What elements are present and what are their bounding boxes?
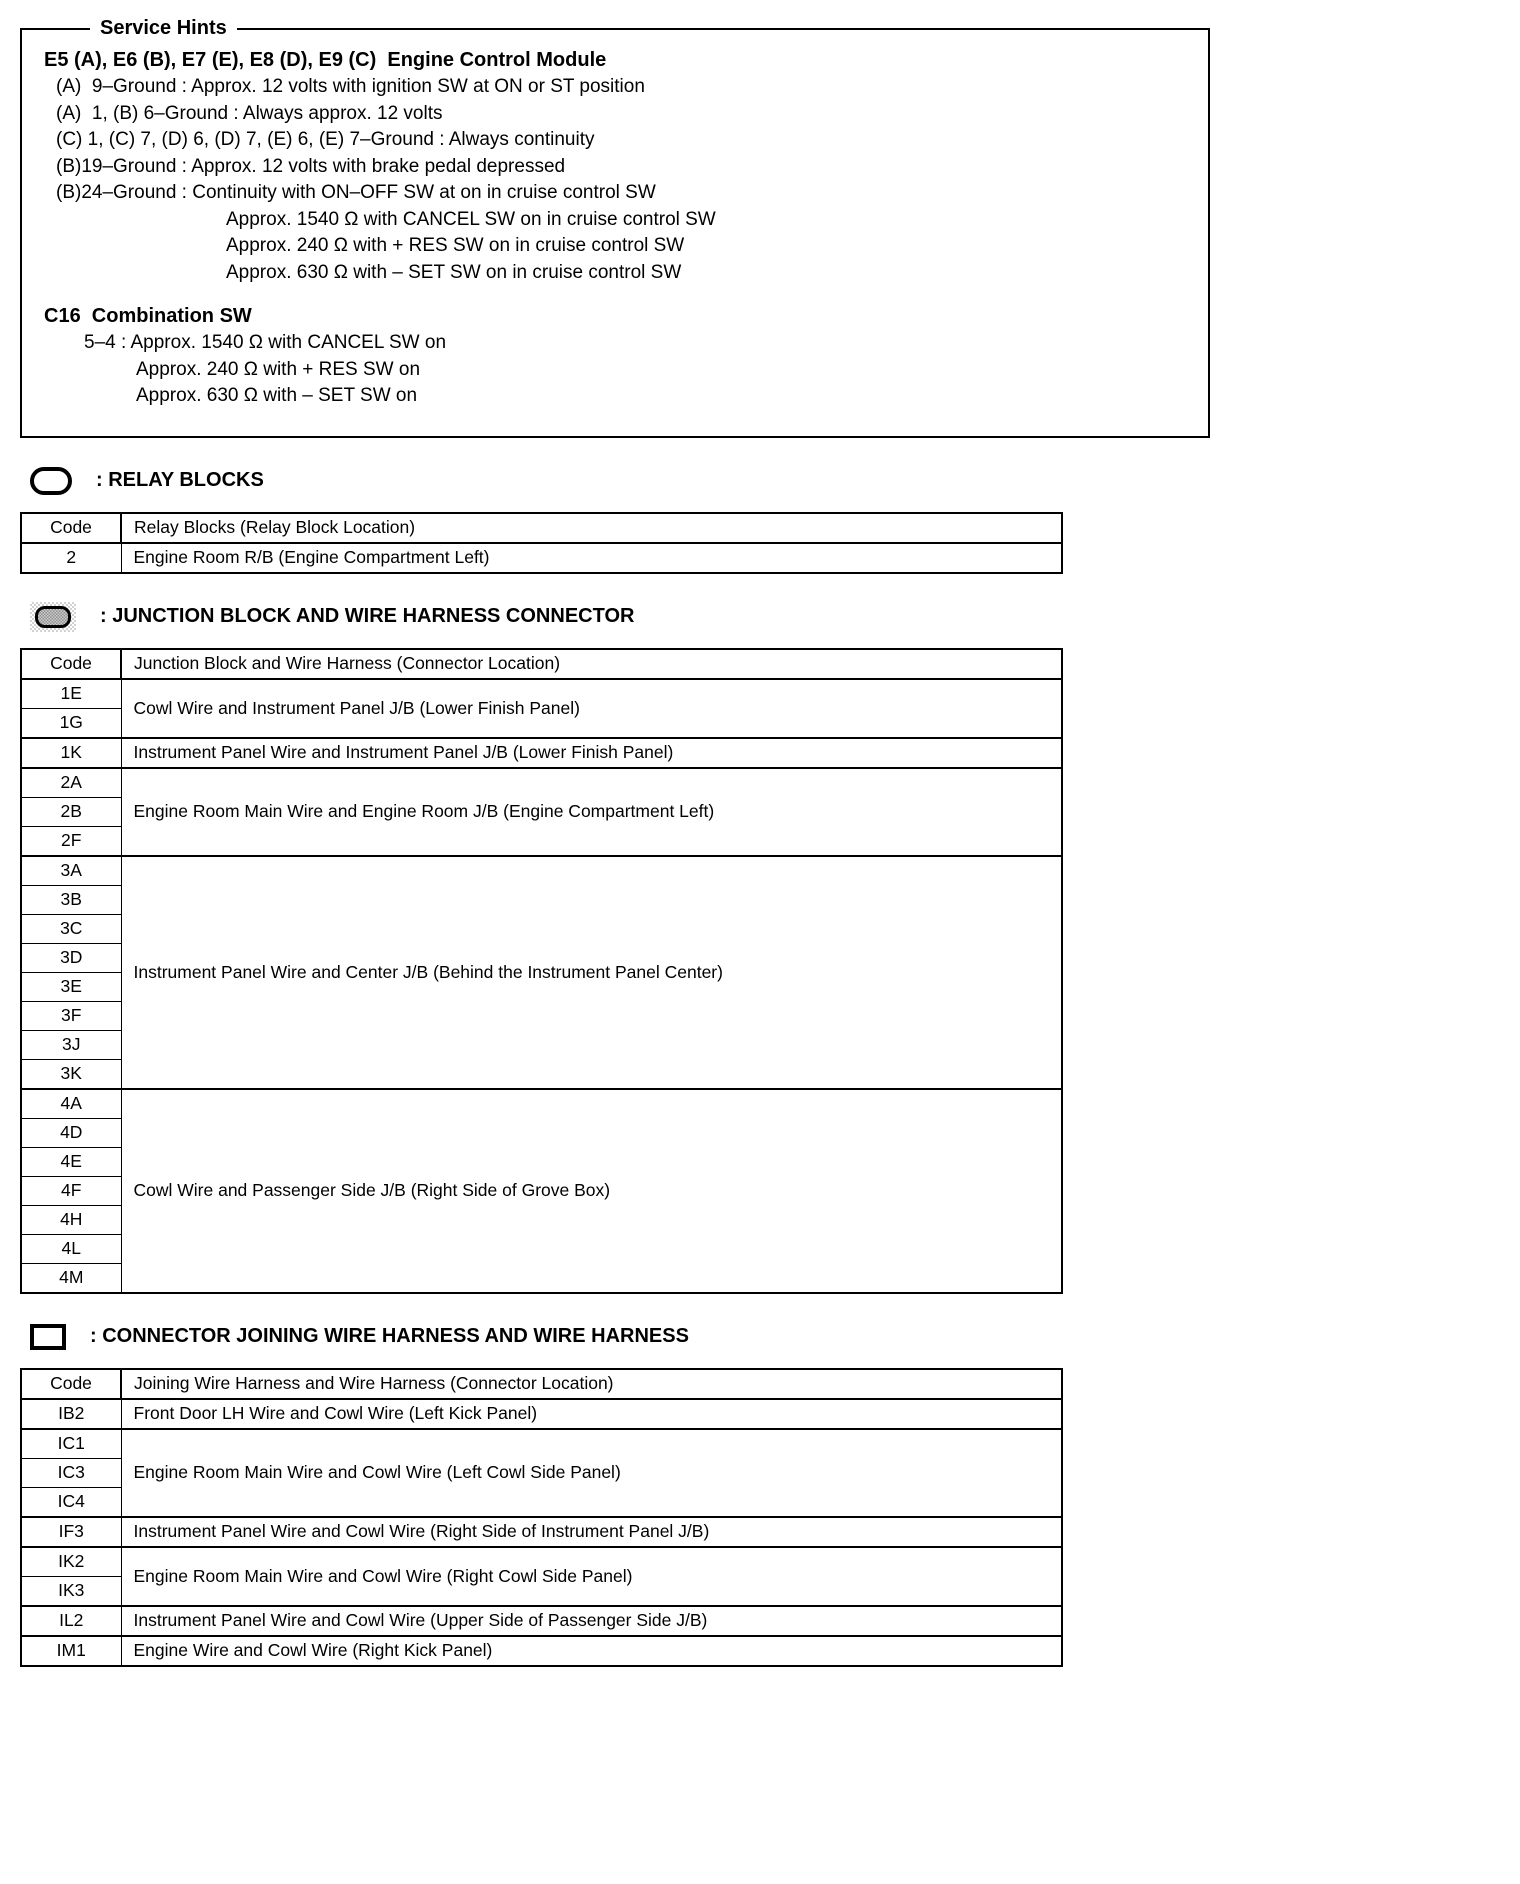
code-column-header: Code [21, 513, 121, 543]
table-row [21, 1606, 1062, 1636]
code-cell: 4A [21, 1089, 121, 1119]
code-cell: 1K [21, 738, 121, 768]
code-cell: 4M [21, 1263, 121, 1293]
junction-block-title: : JUNCTION BLOCK AND WIRE HARNESS CONNECTOR [100, 605, 635, 627]
code-cell: IF3 [21, 1517, 121, 1547]
description-column-header: Joining Wire Harness and Wire Harness (Connector Location) [121, 1369, 1062, 1399]
code-cell: 2B [21, 797, 121, 826]
hint-line: (B)24–Ground : Continuity with ON–OFF SW at on in cruise control SW [56, 182, 656, 203]
junction-block-header [30, 602, 1520, 632]
description-cell: Instrument Panel Wire and Cowl Wire (Right Side of Instrument Panel J/B) [121, 1517, 1062, 1547]
code-cell: 4L [21, 1234, 121, 1263]
hint-heading: E5 (A), E6 (B), E7 (E), E8 (D), E9 (C) Engine Control Module [44, 49, 607, 71]
description-cell: Engine Room Main Wire and Cowl Wire (Left Cowl Side Panel) [121, 1429, 1062, 1517]
code-cell: 3B [21, 885, 121, 914]
junction-block-icon [30, 602, 76, 632]
table-row [21, 1399, 1062, 1429]
description-cell: Cowl Wire and Instrument Panel J/B (Lower Finish Panel) [121, 679, 1062, 738]
hint-line: Approx. 240 Ω with + RES SW on in cruise control SW [226, 235, 685, 256]
hint-line: (B)19–Ground : Approx. 12 volts with brake pedal depressed [56, 155, 566, 177]
connector-joining-header [30, 1322, 1520, 1352]
description-cell: Instrument Panel Wire and Instrument Panel J/B (Lower Finish Panel) [121, 738, 1062, 768]
code-cell: IC1 [21, 1429, 121, 1459]
hint-line: Approx. 630 Ω with – SET SW on in cruise control SW [226, 261, 682, 283]
code-cell: IB2 [21, 1399, 121, 1429]
code-cell: IM1 [21, 1636, 121, 1666]
hint-line: (A) 9–Ground : Approx. 12 volts with ignition SW at ON or ST position [56, 76, 645, 97]
service-hints-content [44, 46, 1188, 410]
connector-joining-title: : CONNECTOR JOINING WIRE HARNESS AND WIRE HARNESS [90, 1325, 689, 1347]
code-cell: 2 [21, 543, 121, 573]
hint-line: Approx. 1540 Ω with CANCEL SW on in cruise control SW [226, 208, 716, 230]
code-cell: 4F [21, 1176, 121, 1205]
code-cell: IC3 [21, 1458, 121, 1487]
hint-line: Approx. 240 Ω with + RES SW on [136, 358, 421, 380]
table-header-row [21, 649, 1062, 679]
hint-line: Approx. 630 Ω with – SET SW on [136, 385, 418, 406]
hint-line: (A) 1, (B) 6–Ground : Always approx. 12 volts [56, 102, 443, 124]
relay-block-icon [30, 467, 72, 495]
code-cell: 2A [21, 768, 121, 798]
code-cell: 3K [21, 1059, 121, 1089]
hint-heading: C16 Combination SW [44, 305, 252, 327]
hint-line: (C) 1, (C) 7, (D) 6, (D) 7, (E) 6, (E) 7–Ground : Always continuity [56, 129, 595, 150]
description-cell: Front Door LH Wire and Cowl Wire (Left Kick Panel) [121, 1399, 1062, 1429]
code-cell: 1G [21, 708, 121, 738]
table-row [21, 1517, 1062, 1547]
code-cell: IK2 [21, 1547, 121, 1577]
service-hints-box [20, 17, 1210, 438]
code-cell: 3C [21, 914, 121, 943]
description-cell: Engine Room R/B (Engine Compartment Left) [121, 543, 1062, 573]
code-column-header: Code [21, 1369, 121, 1399]
description-cell: Engine Room Main Wire and Engine Room J/B (Engine Compartment Left) [121, 768, 1062, 856]
table-row [21, 738, 1062, 768]
table-row [21, 1089, 1062, 1119]
junction-block-table [20, 648, 1063, 1294]
code-cell: 3J [21, 1030, 121, 1059]
table-row [21, 679, 1062, 709]
code-cell: 4H [21, 1205, 121, 1234]
code-cell: IC4 [21, 1487, 121, 1517]
description-column-header: Relay Blocks (Relay Block Location) [121, 513, 1062, 543]
description-cell: Engine Room Main Wire and Cowl Wire (Right Cowl Side Panel) [121, 1547, 1062, 1606]
description-cell: Instrument Panel Wire and Cowl Wire (Upper Side of Passenger Side J/B) [121, 1606, 1062, 1636]
code-cell: IK3 [21, 1576, 121, 1606]
table-row [21, 543, 1062, 573]
code-cell: 3E [21, 972, 121, 1001]
table-header-row [21, 1369, 1062, 1399]
code-cell: 3A [21, 856, 121, 886]
code-cell: 4D [21, 1118, 121, 1147]
table-row [21, 1429, 1062, 1459]
code-cell: 1E [21, 679, 121, 709]
code-cell: 2F [21, 826, 121, 856]
table-row [21, 1636, 1062, 1666]
description-cell: Cowl Wire and Passenger Side J/B (Right Side of Grove Box) [121, 1089, 1062, 1293]
table-row [21, 856, 1062, 886]
relay-blocks-header [30, 466, 1520, 496]
code-cell: IL2 [21, 1606, 121, 1636]
service-hints-legend: Service Hints [90, 16, 237, 40]
table-row [21, 1547, 1062, 1577]
description-column-header: Junction Block and Wire Harness (Connector Location) [121, 649, 1062, 679]
hint-line: 5–4 : Approx. 1540 Ω with CANCEL SW on [84, 332, 447, 353]
code-cell: 3D [21, 943, 121, 972]
junction-block-icon-inner [35, 606, 71, 628]
table-header-row [21, 513, 1062, 543]
connector-joining-table [20, 1368, 1063, 1667]
description-cell: Engine Wire and Cowl Wire (Right Kick Panel) [121, 1636, 1062, 1666]
code-cell: 4E [21, 1147, 121, 1176]
relay-blocks-table [20, 512, 1063, 574]
table-row [21, 768, 1062, 798]
code-column-header: Code [21, 649, 121, 679]
code-cell: 3F [21, 1001, 121, 1030]
relay-blocks-title: : RELAY BLOCKS [96, 469, 264, 491]
description-cell: Instrument Panel Wire and Center J/B (Behind the Instrument Panel Center) [121, 856, 1062, 1089]
wire-to-wire-connector-icon [30, 1324, 66, 1350]
